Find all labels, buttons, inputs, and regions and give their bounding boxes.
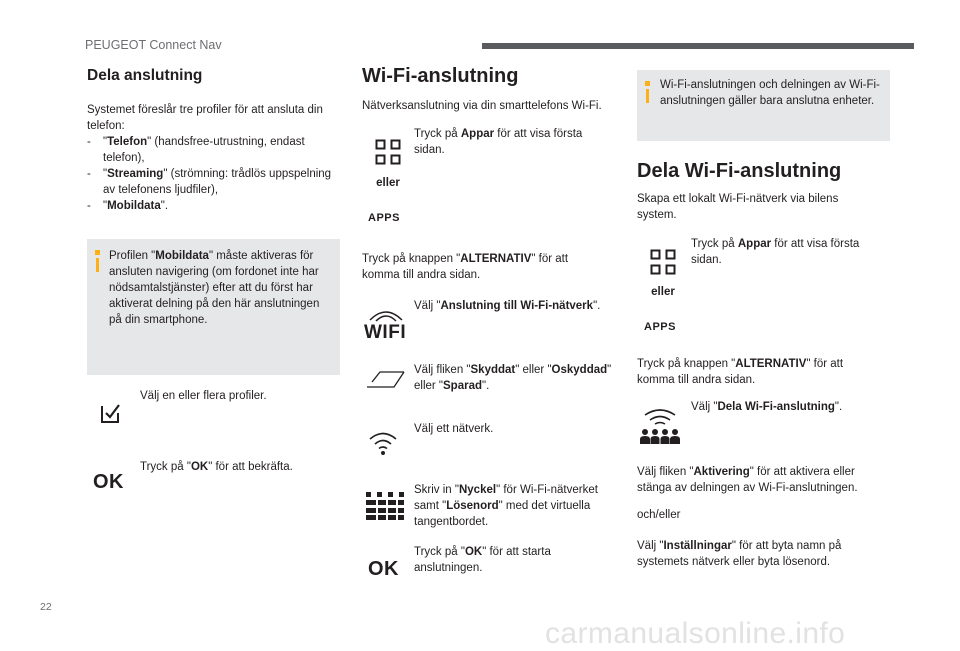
running-header: PEUGEOT Connect Nav [85, 38, 222, 52]
step-apps: Tryck på Appar för att visa första sidan. [691, 238, 860, 266]
list-item: - "Telefon" (handsfree-utrustning, endast telefon), [87, 136, 305, 164]
apps-button-icon: APPS [644, 321, 676, 333]
note-text: Profilen "Mobildata" måste aktiveras för ansluten navigering (om fordonet inte har nödsamtalstjänster) efter att du först har aktiverat delning på den här anslutningen på din smartphone. [109, 250, 320, 326]
and-or-text: och/eller [637, 509, 681, 521]
note-box-wifi [637, 70, 890, 141]
checkbox-icon [100, 402, 122, 424]
wifi-signal-icon [368, 430, 398, 456]
wifi-text-icon: WIFI [364, 322, 407, 343]
apps-grid-icon [375, 139, 401, 165]
step-enter-key: Skriv in "Nyckel" för Wi-Fi-nätverket samt "Lösenord" med det virtuella tangentbordet. [414, 484, 598, 528]
step-select-network: Välj ett nätverk. [414, 423, 494, 435]
note-text: Wi-Fi-anslutningen och delningen av Wi-Fi-anslutningen gäller bara anslutna enheter. [660, 79, 880, 107]
step-alternativ: Tryck på knappen "ALTERNATIV" för att komma till andra sidan. [637, 358, 844, 386]
apps-button-icon: APPS [368, 212, 400, 224]
step-select-profiles: Välj en eller flera profiler. [140, 390, 267, 402]
heading-dela-anslutning: Dela anslutning [87, 67, 203, 84]
col2-intro: Nätverksanslutning via din smarttelefons Wi-Fi. [362, 100, 602, 112]
watermark: carmanualsonline.info [545, 617, 846, 650]
col1-intro [87, 102, 345, 214]
profile-list [87, 134, 345, 214]
list-item: - "Mobildata". [87, 200, 169, 212]
apps-grid-icon [650, 249, 676, 275]
header-bar [482, 43, 914, 49]
step-settings: Välj "Inställningar" för att byta namn på systemets nätverk eller byta lösenord. [637, 540, 842, 568]
ok-icon: OK [93, 471, 124, 493]
step-select-tab: Välj fliken "Skyddat" eller "Oskyddad" eller "Sparad". [414, 364, 612, 392]
col3-intro: Skapa ett lokalt Wi-Fi-nätverk via bilens system. [637, 193, 839, 221]
step-activation: Välj fliken "Aktivering" för att aktivera eller stänga av delningen av Wi-Fi-anslutningen. [637, 466, 858, 494]
step-wifi-network: Välj "Anslutning till Wi-Fi-nätverk". [414, 300, 601, 312]
keyboard-icon [366, 492, 404, 520]
list-item: - "Streaming" (strömning: trådlös uppspelning av telefonens ljudfiler), [87, 168, 332, 196]
eller-label: eller [376, 177, 400, 189]
note-marker-icon [645, 81, 650, 86]
step-start-connection: Tryck på "OK" för att starta anslutningen. [414, 546, 551, 574]
heading-dela-wifi: Dela Wi-Fi-anslutning [637, 160, 842, 182]
page-number: 22 [40, 601, 52, 613]
wifi-arc-icon [366, 306, 406, 322]
step-apps: Tryck på Appar för att visa första sidan. [414, 128, 583, 156]
note-marker-icon [95, 250, 100, 255]
wifi-hotspot-icon [640, 405, 680, 445]
note-box-mobildata [87, 239, 340, 375]
eller-label: eller [651, 286, 675, 298]
step-share-wifi: Välj "Dela Wi-Fi-anslutning". [691, 401, 843, 413]
step-confirm: Tryck på "OK" för att bekräfta. [140, 461, 293, 473]
step-alternativ: Tryck på knappen "ALTERNATIV" för att komma till andra sidan. [362, 253, 569, 281]
heading-wifi-anslutning: Wi-Fi-anslutning [362, 65, 519, 87]
ok-icon: OK [368, 558, 399, 580]
col1-intro-text: Systemet föreslår tre profiler för att ansluta din telefon: [87, 104, 323, 132]
tab-icon [366, 370, 406, 388]
